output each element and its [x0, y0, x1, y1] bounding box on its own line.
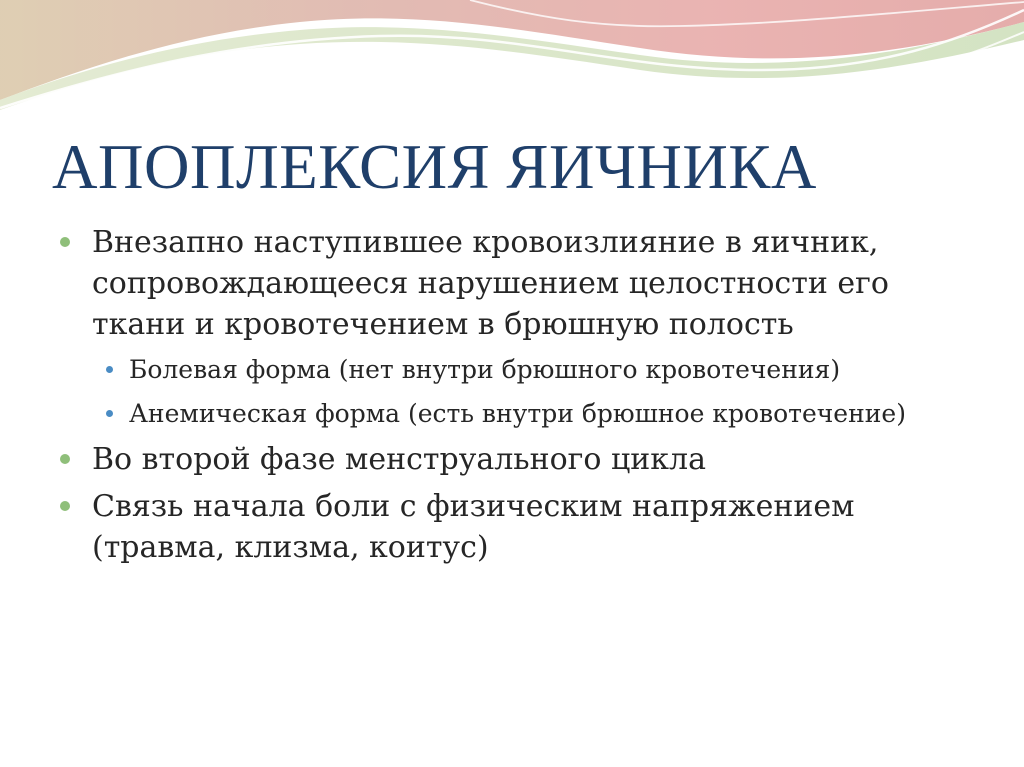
sub-bullet-dot-icon: [106, 410, 113, 417]
bullet-list: [58, 222, 978, 568]
bullet-text: Внезапно наступившее кровоизлияние в яичник, сопровождающееся нарушением целостности его ткани и кровотечением в брюшную полость: [92, 225, 889, 342]
bullet-item: [58, 486, 978, 568]
bullet-text: Связь начала боли с физическим напряжением (травма, клизма, коитус): [92, 489, 855, 565]
slide-content: [58, 222, 978, 574]
sub-bullet-list: [92, 351, 978, 432]
bullet-item: [58, 222, 978, 432]
sub-bullet-dot-icon: [106, 366, 113, 373]
header-wave-decoration: [0, 0, 1024, 120]
bullet-dot-icon: [60, 454, 70, 464]
bullet-item: [58, 439, 978, 480]
sub-bullet-item: [92, 395, 978, 432]
bullet-dot-icon: [60, 501, 70, 511]
sub-bullet-item: [92, 351, 978, 388]
sub-bullet-text: Анемическая форма (есть внутри брюшное кровотечение): [129, 399, 906, 428]
slide-title: АПОПЛЕКСИЯ ЯИЧНИКА: [52, 132, 817, 202]
bullet-text: Во второй фазе менструального цикла: [92, 442, 706, 477]
bullet-dot-icon: [60, 237, 70, 247]
sub-bullet-text: Болевая форма (нет внутри брюшного кровотечения): [129, 355, 841, 384]
